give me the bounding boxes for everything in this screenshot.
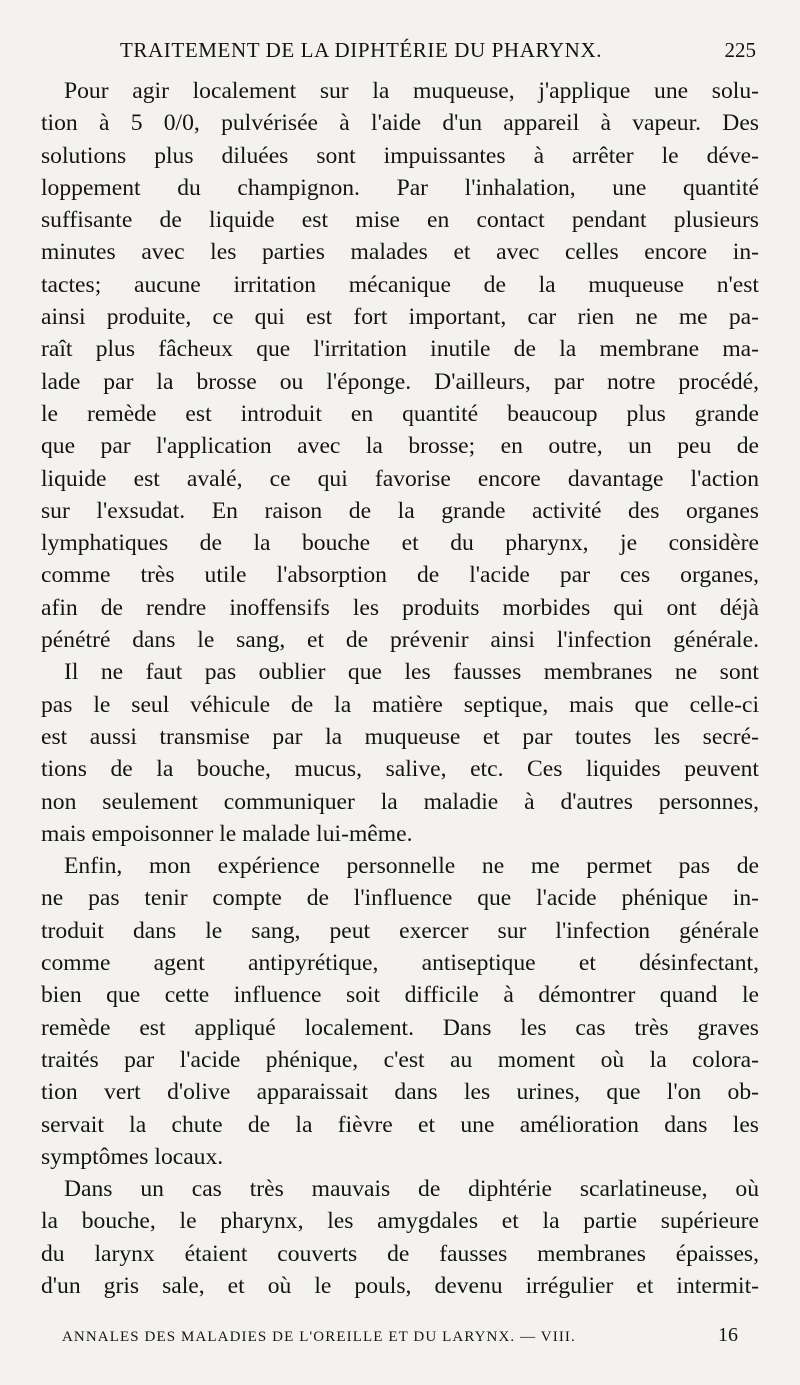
text-line: Dans un cas très mauvais de diphtérie scarlatineuse, où: [64, 1176, 759, 1203]
text-line: ainsi produite, ce qui est fort important, car rien ne me pa-: [41, 304, 759, 331]
running-header: [40, 38, 756, 68]
text-line: la bouche, le pharynx, les amygdales et la partie supérieure: [41, 1208, 759, 1235]
text-line: afin de rendre inoffensifs les produits morbides qui ont déjà: [41, 594, 759, 621]
text-line: symptômes locaux.: [41, 1143, 224, 1170]
text-line: est aussi transmise par la muqueuse et par toutes les secré-: [41, 723, 759, 750]
text-line: comme agent antipyrétique, antiseptique et désinfectant,: [41, 950, 759, 977]
text-line: servait la chute de la fièvre et une amélioration dans les: [41, 1111, 759, 1138]
text-line: mais empoisonner le malade lui-même.: [41, 820, 413, 847]
text-line: Enfin, mon expérience personnelle ne me permet pas de: [64, 853, 759, 880]
text-line: du larynx étaient couverts de fausses membranes épaisses,: [41, 1240, 759, 1267]
text-line: lymphatiques de la bouche et du pharynx, je considère: [41, 530, 759, 557]
text-line: minutes avec les parties malades et avec celles encore in-: [41, 239, 759, 266]
text-line: comme très utile l'absorption de l'acide par ces organes,: [41, 562, 759, 589]
paragraph-3: [41, 850, 759, 1173]
page-footer: [62, 1324, 738, 1354]
text-line: lade par la brosse ou l'éponge. D'ailleurs, par notre procédé,: [41, 368, 759, 395]
text-line: bien que cette influence soit difficile à démontrer quand le: [41, 982, 759, 1009]
running-title: TRAITEMENT DE LA DIPHTÉRIE DU PHARYNX.: [120, 38, 603, 62]
text-line: le remède est introduit en quantité beaucoup plus grande: [41, 400, 759, 427]
signature-mark: 16: [718, 1324, 738, 1346]
text-line: Il ne faut pas oublier que les fausses membranes ne sont: [64, 659, 759, 686]
text-line: tactes; aucune irritation mécanique de la muqueuse n'est: [41, 271, 759, 298]
paragraph-1: [41, 75, 759, 656]
text-line: troduit dans le sang, peut exercer sur l'infection générale: [41, 917, 759, 944]
text-line: que par l'application avec la brosse; en outre, un peu de: [41, 433, 759, 460]
paragraph-4: [41, 1173, 759, 1302]
text-line: tion vert d'olive apparaissait dans les urines, que l'on ob-: [41, 1079, 759, 1106]
text-line: remède est appliqué localement. Dans les cas très graves: [41, 1014, 759, 1041]
text-line: pénétré dans le sang, et de prévenir ainsi l'infection générale.: [41, 627, 759, 654]
text-line: ne pas tenir compte de l'influence que l'acide phénique in-: [41, 885, 759, 912]
text-line: non seulement communiquer la maladie à d'autres personnes,: [41, 788, 759, 815]
text-line: liquide est avalé, ce qui favorise encore davantage l'action: [41, 465, 759, 492]
text-line: traités par l'acide phénique, c'est au moment où la colora-: [41, 1046, 759, 1073]
text-line: d'un gris sale, et où le pouls, devenu irrégulier et intermit-: [41, 1272, 759, 1299]
text-line: tions de la bouche, mucus, salive, etc. Ces liquides peuvent: [41, 756, 759, 783]
page-number: 225: [724, 38, 756, 62]
text-line: solutions plus diluées sont impuissantes à arrêter le déve-: [41, 142, 759, 169]
body-text: [41, 75, 759, 1302]
journal-title: ANNALES DES MALADIES DE L'OREILLE ET DU LARYNX. — VIII.: [62, 1329, 576, 1345]
paragraph-2: [41, 656, 759, 850]
text-line: tion à 5 0/0, pulvérisée à l'aide d'un appareil à vapeur. Des: [41, 110, 759, 137]
text-line: suffisante de liquide est mise en contact pendant plusieurs: [41, 207, 759, 234]
text-line: sur l'exsudat. En raison de la grande activité des organes: [41, 497, 759, 524]
text-line: pas le seul véhicule de la matière septique, mais que celle-ci: [41, 691, 759, 718]
text-line: loppement du champignon. Par l'inhalation, une quantité: [41, 174, 759, 201]
text-line: Pour agir localement sur la muqueuse, j'applique une solu-: [64, 78, 759, 104]
text-line: raît plus fâcheux que l'irritation inutile de la membrane ma-: [41, 336, 759, 363]
